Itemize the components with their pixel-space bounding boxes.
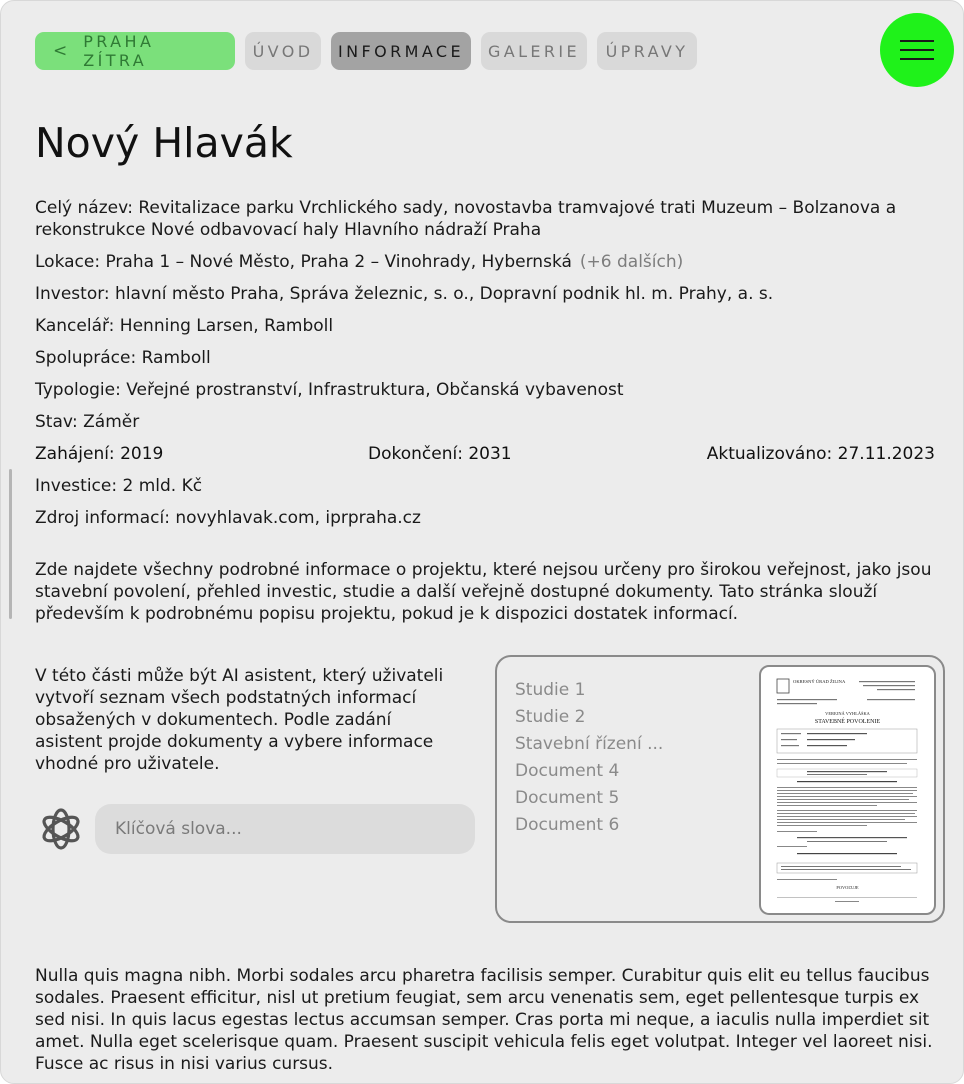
typology: Typologie: Veřejné prostranství, Infrastruktura, Občanská vybavenost: [35, 380, 624, 400]
hamburger-icon-line: [900, 40, 934, 42]
hamburger-icon-line: [900, 49, 934, 51]
back-button[interactable]: [35, 32, 235, 70]
location: [35, 251, 935, 273]
document-preview[interactable]: [759, 665, 936, 915]
tab-informace[interactable]: INFORMACE: [331, 32, 471, 70]
lorem-paragraph: Nulla quis magna nibh. Morbi sodales arcu pharetra facilisis semper. Curabitur quis elit eu tellus faucibus sodales. Praesent efficitur, nisl ut pretium feugiat, sem arcu venenatis sem, eget pellentesque turpis ex sed nisi. In quis lacus egestas lectus accumsan semper. Cras porta mi neque, a iaculis nulla imperdiet sit amet. Nulla eget scelerisque quam. Praesent suscipit vehicula felis eget volutpat. Integer vel laoreet nisi. Fusce ac risus in nisi varius cursus.: [35, 966, 933, 1074]
top-nav: [35, 32, 697, 70]
document-item[interactable]: Document 4: [515, 761, 620, 781]
tab-galerie[interactable]: GALERIE: [481, 32, 587, 70]
preview-authority: OKRESNÝ ÚRAD ŽILINA: [793, 679, 846, 684]
full-name: Celý název: Revitalizace parku Vrchlického sady, novostavba tramvajové trati Muzeum – Bolzanova a rekonstrukce Nové odbavovací haly Hlavního nádraží Praha: [35, 198, 897, 240]
preview-title: STAVEBNÉ POVOLENIE: [814, 719, 881, 725]
start-date: Zahájení: 2019: [35, 444, 164, 464]
keyword-search-input[interactable]: [95, 804, 475, 854]
document-item[interactable]: Studie 2: [515, 707, 586, 727]
preview-decision: POVOĽUJE: [836, 885, 859, 890]
preview-heading: VEREJNÁ VYHLÁŠKA: [825, 711, 870, 716]
dates-row: [35, 443, 935, 465]
project-description: Zde najdete všechny podrobné informace o projektu, které nejsou určeny pro širokou veřejnost, jako jsou stavební povolení, přehled investic, studie a další veřejně dostupné dokumenty. Tato stránka slouží především k podrobnému popisu projektu, pokud je k dispozici dostatek informací.: [35, 560, 932, 624]
source: Zdroj informací: novyhlavak.com, iprpraha.cz: [35, 508, 421, 528]
end-date: Dokončení: 2031: [368, 444, 512, 464]
location-text: Lokace: Praha 1 – Nové Město, Praha 2 – Vinohrady, Hybernská: [35, 252, 572, 272]
hamburger-menu-button[interactable]: [880, 13, 954, 87]
ai-assistant-icon[interactable]: [39, 807, 83, 851]
back-button-label: PRAHA ZÍTRA: [83, 32, 155, 70]
documents-panel: [495, 655, 945, 923]
cooperation: Spolupráce: Ramboll: [35, 348, 211, 368]
tab-uvod[interactable]: ÚVOD: [245, 32, 321, 70]
page-title: Nový Hlavák: [35, 119, 293, 167]
scrollbar[interactable]: [9, 469, 12, 619]
document-page-thumbnail: [767, 673, 928, 907]
document-item[interactable]: Document 5: [515, 788, 620, 808]
document-item[interactable]: Document 6: [515, 815, 620, 835]
chevron-left-icon: <: [53, 41, 68, 61]
ai-assistant-text: V této části může být AI asistent, který uživateli vytvoří seznam všech podstatných informací obsažených v dokumentech. Podle zadání asistent projde dokumenty a vybere informace vhodné pro uživatele.: [35, 666, 444, 774]
office: Kancelář: Henning Larsen, Ramboll: [35, 316, 334, 336]
investor: Investor: hlavní město Praha, Správa železnic, s. o., Dopravní podnik hl. m. Prahy, a. s.: [35, 284, 774, 304]
document-item[interactable]: Stavební řízení ...: [515, 734, 664, 754]
document-list: [515, 677, 663, 839]
hamburger-icon-line: [900, 58, 934, 60]
location-more-link[interactable]: (+6 dalších): [579, 252, 684, 272]
investment: Investice: 2 mld. Kč: [35, 476, 203, 496]
status: Stav: Záměr: [35, 412, 140, 432]
document-item[interactable]: Studie 1: [515, 680, 586, 700]
coat-of-arms-icon: [777, 679, 789, 693]
updated-date: Aktualizováno: 27.11.2023: [706, 444, 935, 464]
tab-upravy[interactable]: ÚPRAVY: [597, 32, 697, 70]
